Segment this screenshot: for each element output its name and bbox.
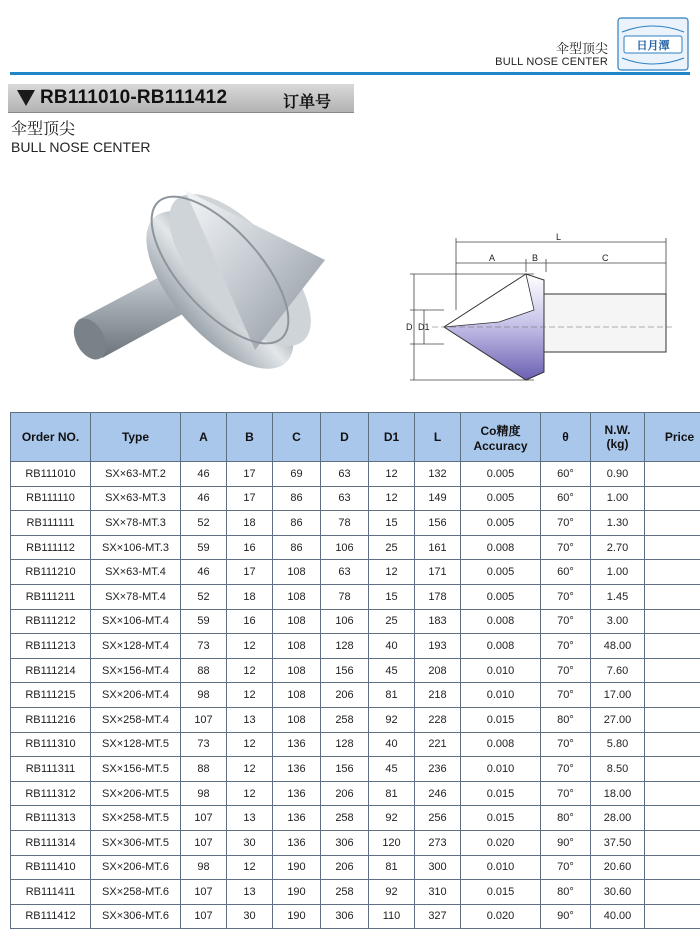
cell-c: 108 xyxy=(273,658,321,683)
cell-theta: 70° xyxy=(541,855,591,880)
cell-weight: 27.00 xyxy=(591,707,645,732)
cell-l: 149 xyxy=(415,486,461,511)
table-row xyxy=(11,486,700,511)
col-l: L xyxy=(415,413,461,462)
cell-d: 258 xyxy=(321,880,369,905)
cell-l: 236 xyxy=(415,757,461,782)
cell-accuracy: 0.005 xyxy=(461,584,541,609)
cell-d1: 40 xyxy=(369,732,415,757)
table-row xyxy=(11,732,700,757)
cell-type: SX×106-MT.4 xyxy=(91,609,181,634)
cell-weight: 40.00 xyxy=(591,904,645,929)
cell-price xyxy=(645,830,700,855)
cell-l: 273 xyxy=(415,830,461,855)
header-title-en: BULL NOSE CENTER xyxy=(495,56,608,68)
label-d1: D1 xyxy=(418,322,430,332)
cell-type: SX×258-MT.4 xyxy=(91,707,181,732)
cell-d1: 81 xyxy=(369,683,415,708)
cell-l: 208 xyxy=(415,658,461,683)
cell-accuracy: 0.008 xyxy=(461,609,541,634)
cell-d: 258 xyxy=(321,806,369,831)
col-weight xyxy=(591,413,645,462)
cell-d: 78 xyxy=(321,584,369,609)
cell-type: SX×306-MT.5 xyxy=(91,830,181,855)
cell-accuracy: 0.015 xyxy=(461,806,541,831)
cell-price xyxy=(645,732,700,757)
cell-b: 16 xyxy=(227,535,273,560)
cell-d1: 92 xyxy=(369,880,415,905)
cell-theta: 70° xyxy=(541,658,591,683)
cell-b: 12 xyxy=(227,855,273,880)
cell-type: SX×128-MT.4 xyxy=(91,634,181,659)
cell-c: 136 xyxy=(273,732,321,757)
cell-weight: 20.60 xyxy=(591,855,645,880)
col-order-no: Order NO. xyxy=(11,413,91,462)
section-title-bar xyxy=(8,84,354,113)
cell-accuracy: 0.005 xyxy=(461,511,541,536)
cell-theta: 80° xyxy=(541,880,591,905)
cell-weight: 5.80 xyxy=(591,732,645,757)
cell-type: SX×156-MT.5 xyxy=(91,757,181,782)
cell-d: 63 xyxy=(321,486,369,511)
cell-a: 73 xyxy=(181,732,227,757)
cell-a: 52 xyxy=(181,584,227,609)
col-price: Price xyxy=(645,413,700,462)
cell-c: 108 xyxy=(273,584,321,609)
cell-c: 108 xyxy=(273,560,321,585)
cell-a: 88 xyxy=(181,658,227,683)
cell-order-no: RB111210 xyxy=(11,560,91,585)
spec-table xyxy=(10,412,700,929)
col-accuracy-cn: Co精度 xyxy=(480,423,521,438)
cell-c: 136 xyxy=(273,806,321,831)
table-row xyxy=(11,584,700,609)
cell-type: SX×258-MT.6 xyxy=(91,880,181,905)
cell-price xyxy=(645,855,700,880)
cell-c: 136 xyxy=(273,781,321,806)
cell-d: 63 xyxy=(321,462,369,487)
col-d1: D1 xyxy=(369,413,415,462)
cell-d1: 92 xyxy=(369,707,415,732)
cell-accuracy: 0.015 xyxy=(461,707,541,732)
cell-d1: 15 xyxy=(369,511,415,536)
cell-d: 128 xyxy=(321,634,369,659)
cell-accuracy: 0.010 xyxy=(461,855,541,880)
cell-weight: 1.00 xyxy=(591,560,645,585)
cell-price xyxy=(645,584,700,609)
cell-l: 228 xyxy=(415,707,461,732)
cell-theta: 90° xyxy=(541,830,591,855)
cell-type: SX×258-MT.5 xyxy=(91,806,181,831)
cell-l: 218 xyxy=(415,683,461,708)
cell-theta: 70° xyxy=(541,584,591,609)
cell-accuracy: 0.008 xyxy=(461,535,541,560)
cell-b: 30 xyxy=(227,904,273,929)
cell-d1: 12 xyxy=(369,560,415,585)
cell-price xyxy=(645,658,700,683)
table-row xyxy=(11,781,700,806)
company-logo xyxy=(616,14,690,74)
cell-d1: 12 xyxy=(369,462,415,487)
cell-d: 206 xyxy=(321,781,369,806)
cell-l: 178 xyxy=(415,584,461,609)
cell-price xyxy=(645,609,700,634)
cell-weight: 1.30 xyxy=(591,511,645,536)
cell-d: 106 xyxy=(321,535,369,560)
cell-order-no: RB111411 xyxy=(11,880,91,905)
cell-b: 12 xyxy=(227,781,273,806)
cell-a: 98 xyxy=(181,855,227,880)
table-row xyxy=(11,462,700,487)
cell-l: 300 xyxy=(415,855,461,880)
cell-d1: 25 xyxy=(369,609,415,634)
cell-b: 13 xyxy=(227,806,273,831)
cell-d: 78 xyxy=(321,511,369,536)
col-d: D xyxy=(321,413,369,462)
cell-a: 46 xyxy=(181,560,227,585)
section-suffix: 订单号 xyxy=(283,94,332,111)
cell-d1: 120 xyxy=(369,830,415,855)
cell-accuracy: 0.020 xyxy=(461,830,541,855)
cell-theta: 70° xyxy=(541,634,591,659)
cell-d: 63 xyxy=(321,560,369,585)
cell-b: 12 xyxy=(227,683,273,708)
cell-weight: 8.50 xyxy=(591,757,645,782)
cell-b: 17 xyxy=(227,486,273,511)
cell-d: 306 xyxy=(321,830,369,855)
cell-accuracy: 0.020 xyxy=(461,904,541,929)
cell-order-no: RB111213 xyxy=(11,634,91,659)
cell-a: 107 xyxy=(181,707,227,732)
label-b: B xyxy=(532,253,539,263)
col-accuracy xyxy=(461,413,541,462)
cell-weight: 3.00 xyxy=(591,609,645,634)
cell-accuracy: 0.008 xyxy=(461,732,541,757)
cell-a: 98 xyxy=(181,683,227,708)
table-row xyxy=(11,634,700,659)
cell-c: 190 xyxy=(273,855,321,880)
cell-d1: 45 xyxy=(369,757,415,782)
cell-price xyxy=(645,880,700,905)
cell-l: 221 xyxy=(415,732,461,757)
cell-d1: 81 xyxy=(369,855,415,880)
cell-l: 156 xyxy=(415,511,461,536)
cell-b: 16 xyxy=(227,609,273,634)
cell-a: 107 xyxy=(181,806,227,831)
cell-a: 88 xyxy=(181,757,227,782)
cell-accuracy: 0.010 xyxy=(461,683,541,708)
cell-a: 46 xyxy=(181,462,227,487)
cell-d1: 110 xyxy=(369,904,415,929)
cell-a: 46 xyxy=(181,486,227,511)
cell-b: 12 xyxy=(227,732,273,757)
table-row xyxy=(11,535,700,560)
cell-order-no: RB111214 xyxy=(11,658,91,683)
cell-price xyxy=(645,806,700,831)
cell-accuracy: 0.015 xyxy=(461,781,541,806)
cell-theta: 70° xyxy=(541,609,591,634)
col-theta: θ xyxy=(541,413,591,462)
label-a: A xyxy=(489,253,496,263)
cell-order-no: RB111312 xyxy=(11,781,91,806)
triangle-down-icon xyxy=(17,90,35,106)
table-row xyxy=(11,806,700,831)
cell-a: 59 xyxy=(181,609,227,634)
cell-theta: 90° xyxy=(541,904,591,929)
header-rule xyxy=(10,72,690,75)
cell-order-no: RB111216 xyxy=(11,707,91,732)
cell-theta: 70° xyxy=(541,683,591,708)
col-accuracy-en: Accuracy xyxy=(473,438,528,453)
cell-order-no: RB111215 xyxy=(11,683,91,708)
table-row xyxy=(11,609,700,634)
cell-order-no: RB111212 xyxy=(11,609,91,634)
table-row xyxy=(11,880,700,905)
cell-d: 258 xyxy=(321,707,369,732)
cell-d: 156 xyxy=(321,658,369,683)
cell-accuracy: 0.010 xyxy=(461,757,541,782)
cell-d1: 15 xyxy=(369,584,415,609)
cell-type: SX×206-MT.5 xyxy=(91,781,181,806)
table-row xyxy=(11,511,700,536)
dimension-drawing xyxy=(404,232,674,382)
cell-a: 52 xyxy=(181,511,227,536)
cell-theta: 60° xyxy=(541,462,591,487)
cell-type: SX×63-MT.4 xyxy=(91,560,181,585)
cell-weight: 18.00 xyxy=(591,781,645,806)
cell-b: 12 xyxy=(227,658,273,683)
section-code: RB111010-RB111412 xyxy=(40,87,228,108)
cell-l: 246 xyxy=(415,781,461,806)
cell-accuracy: 0.010 xyxy=(461,658,541,683)
cell-type: SX×78-MT.4 xyxy=(91,584,181,609)
label-d: D xyxy=(406,322,413,332)
cell-d1: 25 xyxy=(369,535,415,560)
spec-table-body xyxy=(11,462,700,929)
cell-a: 98 xyxy=(181,781,227,806)
cell-weight: 37.50 xyxy=(591,830,645,855)
col-type: Type xyxy=(91,413,181,462)
table-row xyxy=(11,855,700,880)
cell-d: 156 xyxy=(321,757,369,782)
cell-c: 136 xyxy=(273,830,321,855)
product-name-cn: 伞型顶尖 xyxy=(11,121,76,138)
cell-l: 256 xyxy=(415,806,461,831)
cell-c: 86 xyxy=(273,511,321,536)
cell-accuracy: 0.015 xyxy=(461,880,541,905)
cell-d1: 81 xyxy=(369,781,415,806)
cell-type: SX×206-MT.6 xyxy=(91,855,181,880)
cell-accuracy: 0.005 xyxy=(461,560,541,585)
cell-theta: 60° xyxy=(541,560,591,585)
header-title-cn: 伞型顶尖 xyxy=(555,41,608,56)
cell-theta: 80° xyxy=(541,707,591,732)
cell-order-no: RB111110 xyxy=(11,486,91,511)
cell-type: SX×128-MT.5 xyxy=(91,732,181,757)
table-row xyxy=(11,757,700,782)
cell-theta: 70° xyxy=(541,511,591,536)
cell-theta: 70° xyxy=(541,732,591,757)
cell-order-no: RB111311 xyxy=(11,757,91,782)
cell-l: 310 xyxy=(415,880,461,905)
cell-d1: 40 xyxy=(369,634,415,659)
col-b: B xyxy=(227,413,273,462)
cell-price xyxy=(645,535,700,560)
cell-theta: 80° xyxy=(541,806,591,831)
table-row xyxy=(11,658,700,683)
cell-c: 86 xyxy=(273,486,321,511)
cell-c: 190 xyxy=(273,880,321,905)
cell-c: 108 xyxy=(273,683,321,708)
cell-type: SX×156-MT.4 xyxy=(91,658,181,683)
cell-l: 171 xyxy=(415,560,461,585)
cell-b: 13 xyxy=(227,880,273,905)
cell-weight: 1.00 xyxy=(591,486,645,511)
cell-d: 306 xyxy=(321,904,369,929)
cell-d: 128 xyxy=(321,732,369,757)
cell-a: 107 xyxy=(181,830,227,855)
cell-order-no: RB111313 xyxy=(11,806,91,831)
cell-price xyxy=(645,707,700,732)
cell-price xyxy=(645,511,700,536)
cell-type: SX×78-MT.3 xyxy=(91,511,181,536)
cell-l: 183 xyxy=(415,609,461,634)
cell-b: 13 xyxy=(227,707,273,732)
cell-d: 206 xyxy=(321,855,369,880)
table-row xyxy=(11,707,700,732)
cell-l: 327 xyxy=(415,904,461,929)
cell-theta: 70° xyxy=(541,535,591,560)
cell-l: 132 xyxy=(415,462,461,487)
cell-a: 73 xyxy=(181,634,227,659)
table-header-row xyxy=(11,413,700,462)
cell-order-no: RB111211 xyxy=(11,584,91,609)
cell-a: 107 xyxy=(181,904,227,929)
cell-price xyxy=(645,757,700,782)
cell-b: 12 xyxy=(227,634,273,659)
cell-weight: 2.70 xyxy=(591,535,645,560)
cell-type: SX×63-MT.3 xyxy=(91,486,181,511)
cell-weight: 28.00 xyxy=(591,806,645,831)
cell-type: SX×106-MT.3 xyxy=(91,535,181,560)
cell-order-no: RB111410 xyxy=(11,855,91,880)
cell-b: 12 xyxy=(227,757,273,782)
cell-a: 59 xyxy=(181,535,227,560)
cell-order-no: RB111112 xyxy=(11,535,91,560)
cell-price xyxy=(645,781,700,806)
cell-weight: 7.60 xyxy=(591,658,645,683)
cell-c: 108 xyxy=(273,707,321,732)
cell-l: 193 xyxy=(415,634,461,659)
product-photo xyxy=(70,170,370,370)
cell-theta: 70° xyxy=(541,781,591,806)
cell-order-no: RB111010 xyxy=(11,462,91,487)
logo-text: 日月潭 xyxy=(636,39,670,52)
cell-b: 17 xyxy=(227,560,273,585)
cell-weight: 48.00 xyxy=(591,634,645,659)
cell-c: 69 xyxy=(273,462,321,487)
cell-weight: 0.90 xyxy=(591,462,645,487)
cell-price xyxy=(645,462,700,487)
cell-c: 136 xyxy=(273,757,321,782)
cell-d: 206 xyxy=(321,683,369,708)
cell-c: 86 xyxy=(273,535,321,560)
product-name-en: BULL NOSE CENTER xyxy=(11,139,151,155)
cell-d: 106 xyxy=(321,609,369,634)
cell-theta: 60° xyxy=(541,486,591,511)
cell-accuracy: 0.005 xyxy=(461,462,541,487)
label-l: L xyxy=(556,232,562,242)
cell-accuracy: 0.005 xyxy=(461,486,541,511)
cell-b: 17 xyxy=(227,462,273,487)
cell-order-no: RB111111 xyxy=(11,511,91,536)
cell-accuracy: 0.008 xyxy=(461,634,541,659)
cell-price xyxy=(645,683,700,708)
cell-b: 18 xyxy=(227,584,273,609)
table-row xyxy=(11,904,700,929)
cell-price xyxy=(645,486,700,511)
cell-type: SX×206-MT.4 xyxy=(91,683,181,708)
col-weight-label: N.W. xyxy=(604,423,631,437)
cell-b: 30 xyxy=(227,830,273,855)
cell-d1: 45 xyxy=(369,658,415,683)
cell-l: 161 xyxy=(415,535,461,560)
cell-c: 108 xyxy=(273,609,321,634)
cell-weight: 30.60 xyxy=(591,880,645,905)
cell-d1: 12 xyxy=(369,486,415,511)
col-c: C xyxy=(273,413,321,462)
cell-price xyxy=(645,560,700,585)
cell-order-no: RB111310 xyxy=(11,732,91,757)
cell-d1: 92 xyxy=(369,806,415,831)
cell-a: 107 xyxy=(181,880,227,905)
cell-weight: 1.45 xyxy=(591,584,645,609)
cell-weight: 17.00 xyxy=(591,683,645,708)
col-a: A xyxy=(181,413,227,462)
cell-order-no: RB111412 xyxy=(11,904,91,929)
table-row xyxy=(11,560,700,585)
cell-price xyxy=(645,634,700,659)
cell-price xyxy=(645,904,700,929)
table-row xyxy=(11,830,700,855)
cell-type: SX×63-MT.2 xyxy=(91,462,181,487)
col-weight-unit: (kg) xyxy=(606,437,629,451)
cell-c: 108 xyxy=(273,634,321,659)
cell-b: 18 xyxy=(227,511,273,536)
label-c: C xyxy=(602,253,609,263)
cell-theta: 70° xyxy=(541,757,591,782)
cell-c: 190 xyxy=(273,904,321,929)
cell-type: SX×306-MT.6 xyxy=(91,904,181,929)
cell-order-no: RB111314 xyxy=(11,830,91,855)
table-row xyxy=(11,683,700,708)
